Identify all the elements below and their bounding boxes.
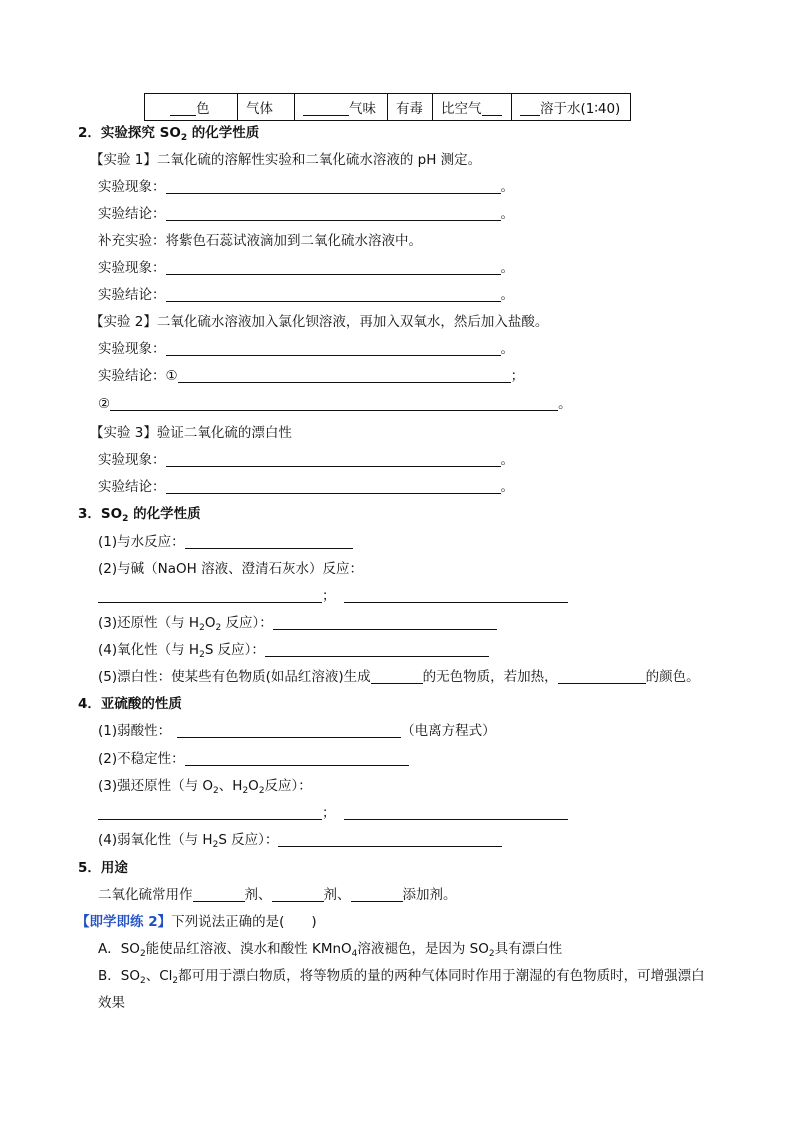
answer-blank[interactable] <box>558 669 646 684</box>
usage-text: 二氧化硫常用作 <box>98 887 193 903</box>
answer-blank[interactable] <box>166 206 501 221</box>
cell-text: 有毒 <box>396 101 423 117</box>
item-label: 的无色物质，若加热， <box>422 669 558 685</box>
heading-text: 用途 <box>100 860 128 876</box>
cell-text: 气味 <box>349 101 376 117</box>
answer-blank[interactable] <box>351 887 403 902</box>
option-b[interactable] <box>98 967 705 985</box>
item-label: (4)氧化性（与 H <box>98 642 200 658</box>
punct: 。 <box>500 341 514 357</box>
s4-item-3-answers <box>98 804 568 822</box>
answer-blank[interactable] <box>110 396 558 411</box>
cell-text: 比空气 <box>441 101 482 117</box>
table-row <box>145 94 631 121</box>
option-text: 具有漂白性 <box>494 941 563 957</box>
item-label: 反应）： <box>221 615 273 631</box>
item-label: 、H <box>218 778 243 794</box>
usage-text: 剂、 <box>244 887 272 903</box>
heading-text: 的化学性质 <box>128 506 201 522</box>
supplement-experiment: 补充实验：将紫色石蕊试液滴加到二氧化硫水溶液中。 <box>98 233 422 249</box>
answer-blank[interactable] <box>273 615 497 630</box>
item-label: 的颜色。 <box>645 669 700 685</box>
s4-item-3 <box>98 777 312 795</box>
item-label: O <box>204 615 216 631</box>
subscript: 2 <box>213 786 219 796</box>
subscript: 2 <box>139 949 146 959</box>
item-label: (3)强还原性（与 O <box>98 778 214 794</box>
subscript: 2 <box>172 976 179 986</box>
answer-blank[interactable] <box>166 452 501 467</box>
cell-text: 溶于水(1∶40) <box>540 101 621 117</box>
section-number: 5． <box>78 860 101 876</box>
s4-item-4 <box>98 831 502 849</box>
option-text: A．SO <box>98 941 140 957</box>
section-4-heading <box>78 695 182 713</box>
s4-item-2 <box>98 750 409 768</box>
option-text: B．SO <box>98 968 140 984</box>
section-3-heading <box>78 505 201 523</box>
punct: 。 <box>500 260 514 276</box>
punct: 。 <box>500 287 514 303</box>
item-label: S 反应）： <box>218 832 279 848</box>
cell-text: 气体 <box>246 101 273 117</box>
punct: ； <box>322 805 336 821</box>
punct: 。 <box>500 479 514 495</box>
table-cell-odor <box>295 94 388 121</box>
s3-item-5 <box>98 668 700 686</box>
answer-blank[interactable] <box>265 642 489 657</box>
subscript: 2 <box>199 623 205 633</box>
practice-tag: 【即学即练 2】 <box>76 914 172 930</box>
section-number: 4． <box>78 696 101 712</box>
answer-blank[interactable] <box>166 287 501 302</box>
question-text: 下列说法正确的是( ) <box>171 914 317 930</box>
item-label: (3)还原性（与 H <box>98 615 200 631</box>
answer-blank[interactable] <box>98 805 322 820</box>
cell-text: 色 <box>196 101 210 117</box>
item-note: （电离方程式） <box>401 723 496 739</box>
option-text: 都可用于漂白物质，将等物质的量的两种气体同时作用于潮湿的有色物质时，可增强漂白 <box>178 968 705 984</box>
answer-blank[interactable] <box>344 805 568 820</box>
label: 实验结论： <box>98 368 166 384</box>
properties-table <box>144 93 631 121</box>
option-text: 溶液褪色，是因为 SO <box>357 941 489 957</box>
experiment-2: 【实验 2】二氧化硫水溶液加入氯化钡溶液，再加入双氧水，然后加入盐酸。 <box>90 314 549 330</box>
item-label: (2)不稳定性： <box>98 751 185 767</box>
punct: 。 <box>500 206 514 222</box>
punct: ； <box>322 588 336 604</box>
answer-blank[interactable] <box>178 368 511 383</box>
subscript: 4 <box>351 949 358 959</box>
answer-blank[interactable] <box>185 534 353 549</box>
exp2-conclusion-line-2 <box>98 395 572 413</box>
label: 实验现象： <box>98 341 166 357</box>
item-label: 反应）： <box>264 778 312 794</box>
label: 实验结论： <box>98 479 166 495</box>
s3-item-3 <box>98 614 497 632</box>
answer-blank[interactable] <box>278 832 502 847</box>
item-label: O <box>248 778 259 794</box>
item-label: (1)弱酸性： <box>98 723 172 739</box>
answer-blank[interactable] <box>166 179 501 194</box>
exp1-conclusion-line <box>98 205 514 223</box>
option-text: 、Cl <box>145 968 173 984</box>
option-a[interactable] <box>98 940 562 958</box>
s5-usage-line <box>98 886 457 904</box>
subscript: 2 <box>242 786 249 796</box>
table-cell-solubility <box>512 94 631 121</box>
item-label: (4)弱氧化性（与 H <box>98 832 213 848</box>
section-2-heading <box>78 124 259 142</box>
option-text: 能使品红溶液、溴水和酸性 KMnO <box>145 941 352 957</box>
answer-blank[interactable] <box>272 887 324 902</box>
s3-item-4 <box>98 641 489 659</box>
subscript: 2 <box>139 976 146 986</box>
heading-text: SO <box>100 506 123 522</box>
table-cell-density <box>433 94 512 121</box>
section-number: 2． <box>78 125 101 141</box>
option-b-continued: 效果 <box>98 995 125 1011</box>
subscript: 2 <box>212 840 219 850</box>
subscript: 2 <box>180 133 188 143</box>
s3-item-2: (2)与碱（NaOH 溶液、澄清石灰水）反应： <box>98 561 364 577</box>
usage-text: 添加剂。 <box>402 887 457 903</box>
label: 实验现象： <box>98 260 166 276</box>
table-cell-color <box>145 94 238 121</box>
subscript: 2 <box>488 949 495 959</box>
subscript: 2 <box>122 514 129 524</box>
circle-number: ② <box>98 396 111 412</box>
usage-text: 剂、 <box>323 887 351 903</box>
supp-conclusion-line <box>98 286 514 304</box>
subscript: 2 <box>258 786 265 796</box>
punct: 。 <box>558 396 572 412</box>
section-5-heading <box>78 859 128 877</box>
answer-blank[interactable] <box>166 260 501 275</box>
exp1-phenomenon-line <box>98 178 514 196</box>
s3-item-1 <box>98 533 353 551</box>
heading-text: 亚硫酸的性质 <box>100 696 182 712</box>
answer-blank[interactable] <box>98 588 322 603</box>
label: 实验结论： <box>98 287 166 303</box>
subscript: 2 <box>199 650 205 660</box>
heading-text: 实验探究 SO <box>100 125 181 141</box>
table-cell-toxic <box>388 94 433 121</box>
item-label: S 反应）： <box>204 642 265 658</box>
answer-blank[interactable] <box>166 479 501 494</box>
punct: 。 <box>500 452 514 468</box>
experiment-3: 【实验 3】验证二氧化硫的漂白性 <box>90 425 292 441</box>
label: 实验现象： <box>98 179 166 195</box>
answer-blank[interactable] <box>193 887 245 902</box>
exp2-conclusion-line <box>98 367 524 385</box>
label: 实验结论： <box>98 206 166 222</box>
answer-blank[interactable] <box>177 723 401 738</box>
subscript: 2 <box>215 623 222 633</box>
circle-number: ① <box>165 368 178 384</box>
item-label: (1)与水反应： <box>98 534 185 550</box>
s4-item-1 <box>98 722 496 740</box>
answer-blank[interactable] <box>166 341 501 356</box>
table-cell-gas <box>238 94 295 121</box>
section-number: 3． <box>78 506 101 522</box>
exp3-phenomenon-line <box>98 451 514 469</box>
answer-blank[interactable] <box>371 669 423 684</box>
answer-blank[interactable] <box>344 588 568 603</box>
exp2-phenomenon-line <box>98 340 514 358</box>
s3-item-2-answers <box>98 587 568 605</box>
answer-blank[interactable] <box>185 751 409 766</box>
supp-phenomenon-line <box>98 259 514 277</box>
practice-question <box>76 913 317 931</box>
label: 实验现象： <box>98 452 166 468</box>
heading-text: 的化学性质 <box>187 125 260 141</box>
punct: ； <box>510 368 525 384</box>
experiment-1: 【实验 1】二氧化硫的溶解性实验和二氧化硫水溶液的 pH 测定。 <box>90 152 482 168</box>
item-label: (5)漂白性：使某些有色物质(如品红溶液)生成 <box>98 669 371 685</box>
punct: 。 <box>500 179 514 195</box>
exp3-conclusion-line <box>98 478 514 496</box>
